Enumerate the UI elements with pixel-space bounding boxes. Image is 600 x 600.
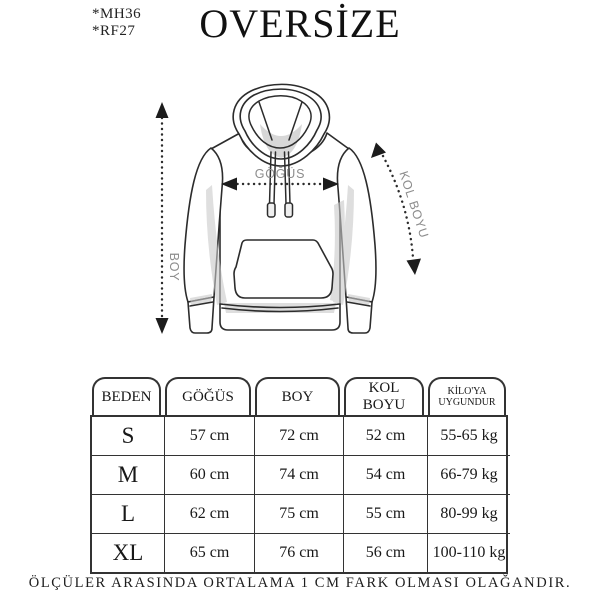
cell-s-length: 72 cm [255, 417, 344, 456]
chest-measure-label: GÖĞÜS [254, 167, 306, 181]
page-title: OVERSİZE [199, 1, 401, 46]
cell-m-sleeve: 54 cm [344, 456, 428, 495]
cell-xl-sleeve: 56 cm [344, 534, 428, 572]
size-table-header-row [90, 377, 508, 415]
cell-xl-chest: 65 cm [165, 534, 255, 572]
cell-xl-length: 76 cm [255, 534, 344, 572]
cell-s-sleeve: 52 cm [344, 417, 428, 456]
cell-l-sleeve: 55 cm [344, 495, 428, 534]
header-kiloya-uygundur: KİLO'YA UYGUNDUR [428, 377, 506, 415]
header-beden: BEDEN [92, 377, 161, 415]
product-code-2: *RF27 [92, 23, 136, 39]
header-kol-boyu: KOL BOYU [344, 377, 424, 415]
sleeve-measure-label: KOL BOYU [396, 169, 432, 241]
header-boy: BOY [255, 377, 340, 415]
drawstring-right-aglet [285, 203, 293, 217]
header-gogus: GÖĞÜS [165, 377, 251, 415]
cell-s-weight: 55-65 kg [428, 417, 510, 456]
cell-size-s: S [92, 417, 165, 456]
size-table [90, 377, 508, 574]
cell-xl-weight: 100-110 kg [432, 544, 506, 561]
cell-l-chest: 62 cm [165, 495, 255, 534]
hoodie-measurement-diagram [140, 80, 460, 370]
tolerance-note: ÖLÇÜLER ARASINDA ORTALAMA 1 CM FARK OLMASI OLAĞANDIR. [28, 575, 572, 591]
cell-size-l: L [92, 495, 165, 534]
cell-size-m: M [92, 456, 165, 495]
cell-m-chest: 60 cm [165, 456, 255, 495]
cell-size-xl: XL [92, 534, 165, 572]
cell-l-length: 75 cm [255, 495, 344, 534]
kangaroo-pocket [234, 240, 333, 298]
size-table-body [90, 415, 508, 574]
cell-s-chest: 57 cm [165, 417, 255, 456]
length-measure-label: BOY [167, 252, 181, 282]
cell-l-weight: 80-99 kg [428, 495, 510, 534]
product-code-1: *MH36 [92, 6, 142, 22]
cell-m-weight: 66-79 kg [428, 456, 510, 495]
cell-m-length: 74 cm [255, 456, 344, 495]
drawstring-left-aglet [268, 203, 276, 217]
